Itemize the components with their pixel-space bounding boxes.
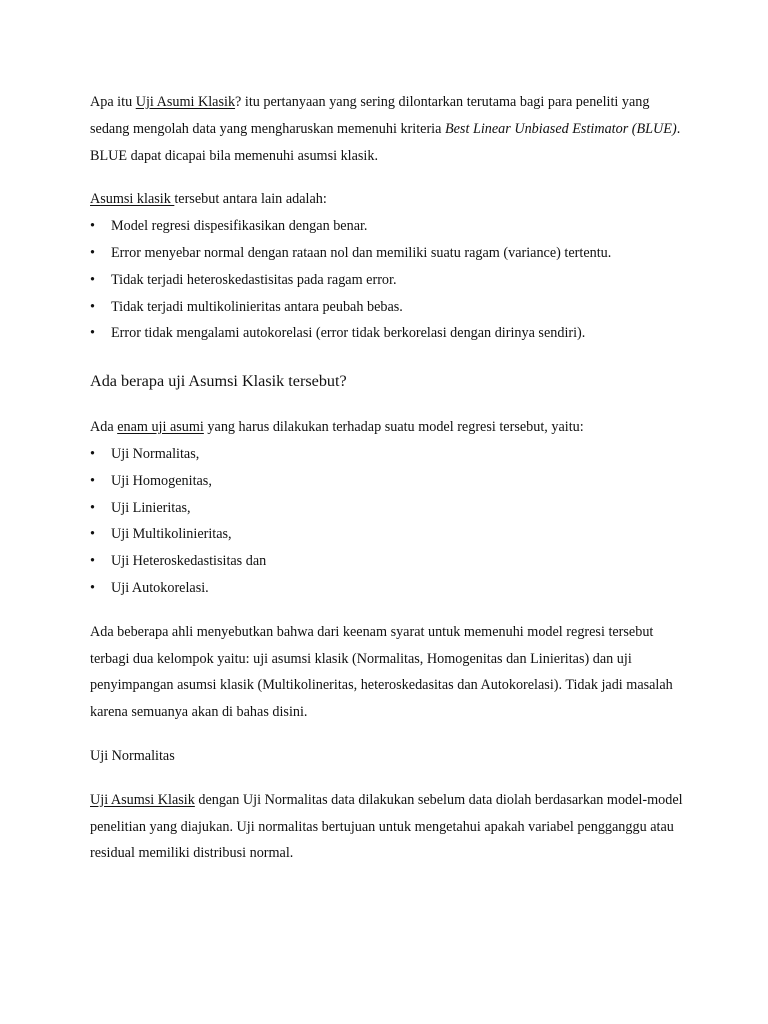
- list-item-text: Error menyebar normal dengan rataan nol dan memiliki suatu ragam (variance) tertentu.: [111, 244, 612, 261]
- uji-asumsi-klasik-link[interactable]: Uji Asumi Klasik: [135, 94, 236, 110]
- list-item-text: Uji Autokorelasi.: [111, 579, 209, 596]
- list-item-text: Uji Heteroskedastisitas dan: [111, 553, 267, 570]
- bullet-icon: •: [90, 499, 95, 516]
- bullet-icon: •: [90, 445, 95, 462]
- bullet-icon: •: [90, 218, 95, 235]
- list-item-text: Tidak terjadi multikolinieritas antara peubah bebas.: [111, 298, 403, 315]
- list-item: [90, 294, 688, 321]
- bullet-icon: •: [90, 298, 95, 315]
- tests-lead-text-2: yang harus dilakukan terhadap suatu model regresi tersebut, yaitu:: [203, 419, 584, 436]
- normality-subheading: Uji Normalitas: [90, 747, 175, 764]
- list-item: [90, 213, 688, 240]
- asumsi-klasik-link[interactable]: Asumsi klasik: [90, 191, 175, 208]
- intro-text-1: Apa itu: [90, 94, 136, 110]
- list-item: [90, 441, 688, 468]
- normality-text: dengan Uji Normalitas data dilakukan sebelum data diolah berdasarkan model-model penelitian yang diajukan. Uji normalitas bertujuan untuk mengetahui apakah variabel pengganggu atau residual memiliki distribusi normal.: [90, 791, 683, 862]
- intro-text-2: ? itu pertanyaan yang sering dilontarkan terutama bagi para peneliti yang sedang mengolah data yang mengharuskan memenuhi kriteria: [90, 94, 650, 137]
- tests-list: [90, 441, 688, 602]
- assumptions-lead: [90, 186, 688, 213]
- uji-asumsi-klasik-link-2[interactable]: Uji Asumsi Klasik: [90, 791, 195, 808]
- list-item: [90, 267, 688, 294]
- tests-lead: [90, 414, 688, 441]
- list-item-text: Uji Linieritas,: [111, 499, 191, 516]
- section-heading: Ada berapa uji Asumsi Klasik tersebut?: [90, 372, 347, 391]
- bullet-icon: •: [90, 244, 95, 261]
- bullet-icon: •: [90, 553, 95, 570]
- assumptions-lead-text: tersebut antara lain adalah:: [174, 191, 327, 208]
- list-item: [90, 320, 688, 347]
- bullet-icon: •: [90, 271, 95, 288]
- tests-lead-text-1: Ada: [90, 419, 118, 436]
- intro-text-3: . BLUE dapat dicapai bila memenuhi asumsi klasik.: [90, 120, 681, 164]
- list-item: [90, 575, 688, 602]
- bullet-icon: •: [90, 325, 95, 342]
- list-item-text: Tidak terjadi heteroskedastisitas pada ragam error.: [111, 271, 397, 288]
- blue-term: Best Linear Unbiased Estimator (BLUE): [444, 120, 677, 137]
- bullet-icon: •: [90, 579, 95, 596]
- list-item-text: Uji Multikolinieritas,: [111, 526, 232, 543]
- normality-paragraph: [90, 787, 688, 867]
- list-item: [90, 548, 688, 575]
- enam-uji-asumi-link[interactable]: enam uji asumi: [117, 419, 204, 436]
- bullet-icon: •: [90, 472, 95, 489]
- list-item: [90, 468, 688, 495]
- bullet-icon: •: [90, 526, 95, 543]
- list-item: [90, 495, 688, 522]
- list-item: [90, 240, 688, 267]
- list-item-text: Uji Homogenitas,: [111, 472, 212, 489]
- list-item-text: Error tidak mengalami autokorelasi (error tidak berkorelasi dengan dirinya sendiri).: [111, 325, 586, 342]
- intro-paragraph: [90, 89, 688, 169]
- experts-paragraph: Ada beberapa ahli menyebutkan bahwa dari keenam syarat untuk memenuhi model regresi tersebut terbagi dua kelompok yaitu: uji asumsi klasik (Normalitas, Homogenitas dan Linieritas) dan uji penyimpangan asumsi klasik (Multikolineritas, heteroskedasitas dan Autokorelasi). Tidak jadi masalah karena semuanya akan di bahas disini.: [90, 623, 673, 721]
- list-item: [90, 521, 688, 548]
- list-item-text: Uji Normalitas,: [111, 445, 200, 462]
- assumptions-list: [90, 213, 688, 347]
- list-item-text: Model regresi dispesifikasikan dengan benar.: [111, 218, 368, 235]
